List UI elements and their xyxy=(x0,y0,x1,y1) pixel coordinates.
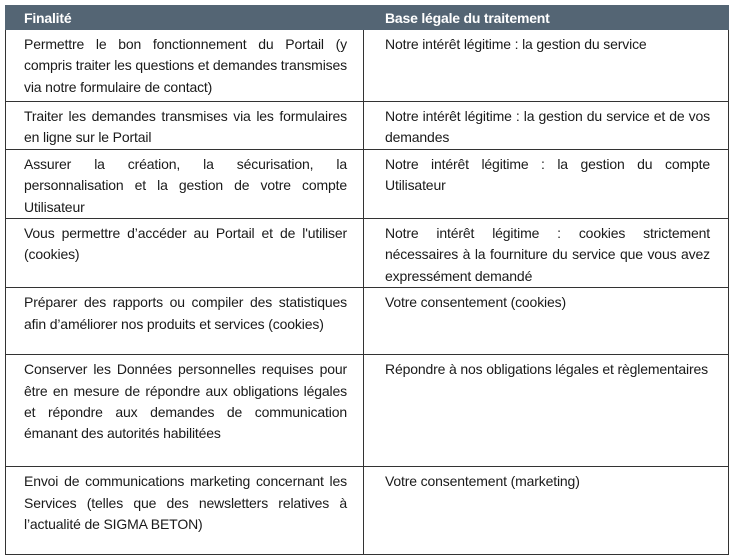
table-row xyxy=(6,467,729,555)
legal-basis-cell: Notre intérêt légitime : la gestion du compte Utilisateur xyxy=(364,149,729,218)
legal-basis-cell: Votre consentement (marketing) xyxy=(364,467,729,555)
purpose-cell: Permettre le bon fonctionnement du Portail (y compris traiter les questions et demandes transmises via notre formulaire de contact) xyxy=(6,30,364,102)
purpose-cell: Assurer la création, la sécurisation, la personnalisation et la gestion de votre compte Utilisateur xyxy=(6,149,364,218)
header-finalite: Finalité xyxy=(6,6,364,30)
purpose-cell: Envoi de communications marketing concernant les Services (telles que des newsletters relatives à l’actualité de SIGMA BETON) xyxy=(6,467,364,555)
legal-basis-table xyxy=(5,5,729,555)
table-row xyxy=(6,102,729,150)
legal-basis-cell: Notre intérêt légitime : la gestion du service xyxy=(364,30,729,102)
legal-basis-cell: Répondre à nos obligations légales et règlementaires xyxy=(364,355,729,467)
table-row xyxy=(6,288,729,355)
purpose-cell: Vous permettre d’accéder au Portail et de l'utiliser (cookies) xyxy=(6,219,364,288)
legal-basis-cell: Notre intérêt légitime : cookies strictement nécessaires à la fourniture du service que vous avez expressément demandé xyxy=(364,219,729,288)
table-header-row xyxy=(6,6,729,30)
purpose-cell: Préparer des rapports ou compiler des statistiques afin d’améliorer nos produits et services (cookies) xyxy=(6,288,364,355)
table-row xyxy=(6,149,729,218)
table-row xyxy=(6,30,729,102)
header-base-legale: Base légale du traitement xyxy=(364,6,729,30)
purpose-cell: Conserver les Données personnelles requises pour être en mesure de répondre aux obligations légales et répondre aux demandes de communication émanant des autorités habilitées xyxy=(6,355,364,467)
legal-basis-cell: Notre intérêt légitime : la gestion du service et de vos demandes xyxy=(364,102,729,150)
table-row xyxy=(6,219,729,288)
table-row xyxy=(6,355,729,467)
legal-basis-cell: Votre consentement (cookies) xyxy=(364,288,729,355)
purpose-cell: Traiter les demandes transmises via les formulaires en ligne sur le Portail xyxy=(6,102,364,150)
